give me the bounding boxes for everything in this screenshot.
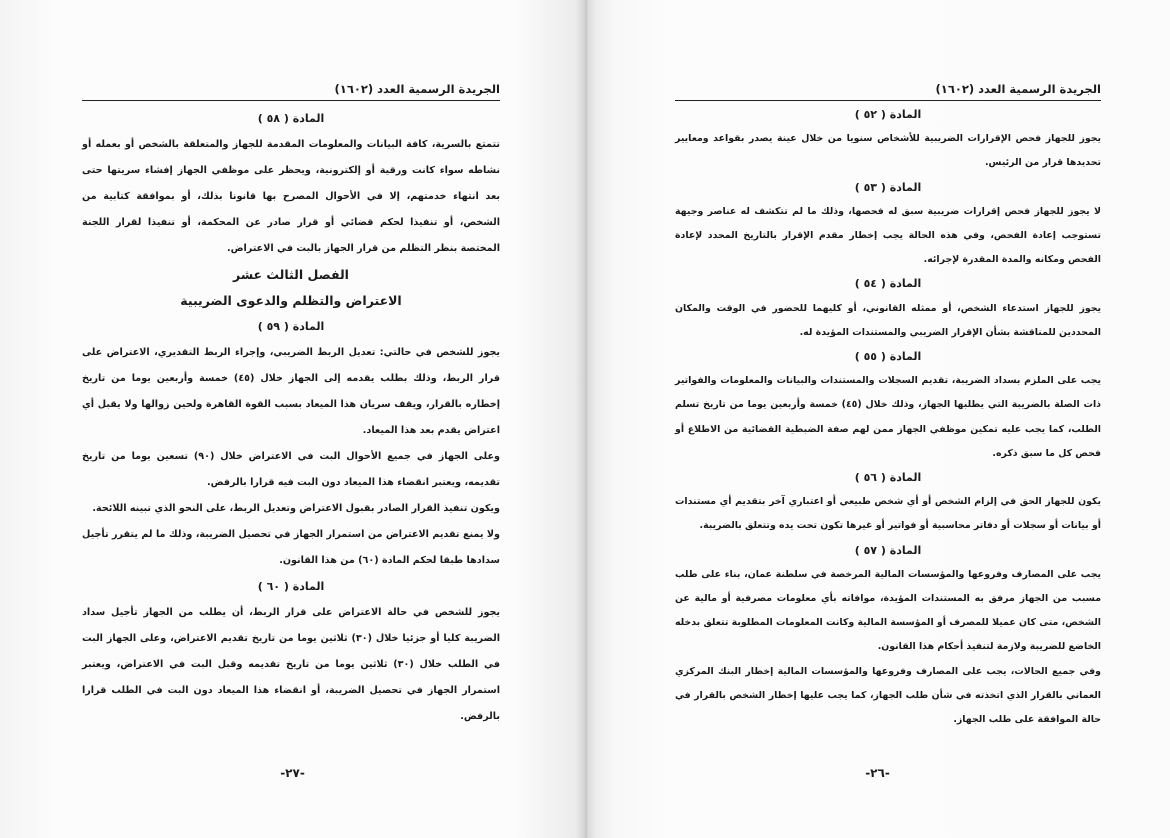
article-title: المادة ( ٥٤ ) bbox=[854, 277, 922, 291]
book-gutter bbox=[576, 0, 596, 838]
article-paragraph: يكون للجهاز الحق في إلزام الشخص أو أي شخص طبيعي أو اعتباري آخر بتقديم أي مستندات أو بيانات أو سجلات أو دفاتر محاسبية أو فواتير أو غيرها تكون تحت يده وتتعلق بالضريبة. bbox=[675, 496, 1101, 532]
article-title: المادة ( ٥٧ ) bbox=[854, 543, 922, 557]
article-paragraph: تتمتع بالسرية، كافة البيانات والمعلومات المقدمة للجهاز والمتعلقة بالشخص أو بعمله أو نشاطه سواء كانت ورقية أو إلكترونية، ويحظر على موظفي الجهاز إفشاء سريتها حتى بعد انتهاء خدمتهم، إلا في الأحوال المصرح بها قانونا بذلك، أو بموافقة كتابية من الشخص، أو تنفيذا لحكم قضائي أو قرار صادر عن المحكمة، أو تنفيذا لقرار اللجنة المختصة بنظر التظلم من قرار الجهاز بالبت في الاعتراض. bbox=[82, 139, 500, 254]
article-paragraph: لا يجوز للجهاز فحص إقرارات ضريبية سبق له فحصها، وذلك ما لم تتكشف له عناصر وجيهة تستوجب إعادة الفحص، وفي هذه الحالة يجب إخطار مقدم الإقرار بالتاريخ المحدد لإعادة الفحص ومكانه والمدة المقدرة لإجرائه. bbox=[675, 205, 1101, 266]
page-number: -٢٧- bbox=[280, 766, 305, 780]
article-paragraph: ويكون تنفيذ القرار الصادر بقبول الاعتراض وتعديل الربط، على النحو الذي تبينه اللائحة. bbox=[92, 503, 500, 514]
page-header: الجريدة الرسمية العدد (١٦٠٢) bbox=[675, 82, 1101, 101]
article-title: المادة ( ٦٠ ) bbox=[257, 580, 325, 593]
article-paragraph: وفي جميع الحالات، يجب على المصارف وفروعها والمؤسسات المالية إخطار البنك المركزي العماني بالقرار الذي اتخذته في شأن طلب الجهاز، كما يجب عليها إخطار الشخص بالقرار في حالة الموافقة على طلب الجهاز. bbox=[675, 665, 1101, 726]
article-paragraph: وعلى الجهاز في جميع الأحوال البت في الاعتراض خلال (٩٠) تسعين يوما من تاريخ تقديمه، ويعتبر انقضاء هذا الميعاد دون البت فيه قرارا بالرفض. bbox=[82, 451, 500, 488]
article-title: المادة ( ٥٦ ) bbox=[854, 471, 922, 485]
article-paragraph: يجب على المصارف وفروعها والمؤسسات المالية المرخصة في سلطنة عمان، بناء على طلب مسبب من الجهاز مرفق به المستندات المؤيدة، موافاته بأي معلومات مصرفية أو مالية عن الشخص، متى كان عميلا للمصرف أو المؤسسة المالية وكانت المعلومات المطلوبة تتعلق بدخله الخاضع للضريبة ولازمة لتنفيذ أحكام هذا القانون. bbox=[674, 568, 1101, 653]
page-header: الجريدة الرسمية العدد (١٦٠٢) bbox=[82, 82, 500, 101]
article-title: المادة ( ٥٨ ) bbox=[257, 112, 325, 125]
article-paragraph: ولا يمنع تقديم الاعتراض من استمرار الجهاز في تحصيل الضريبة، وذلك ما لم يتقرر تأجيل سدادها طبقا لحكم المادة (٦٠) من هذا القانون. bbox=[82, 529, 500, 566]
article-title: المادة ( ٥٥ ) bbox=[854, 350, 922, 364]
chapter-title: الاعتراض والتظلم والدعوى الضريبية bbox=[180, 293, 402, 308]
article-paragraph: يجوز للشخص في حالتي: تعديل الربط الضريبي، وإجراء الربط التقديري، الاعتراض على قرار الربط، وذلك بطلب يقدمه إلى الجهاز خلال (٤٥) خمسة وأربعين يوما من تاريخ إخطاره بالقرار، ويقف سريان هذا الميعاد بسبب القوة القاهرة ولحين زوالها ولا يقبل أي اعتراض يقدم بعد هذا الميعاد. bbox=[82, 347, 500, 436]
right-page bbox=[585, 0, 1170, 838]
article-paragraph: يجوز للشخص في حالة الاعتراض على قرار الربط، أن يطلب من الجهاز تأجيل سداد الضريبة كليا أو جزئيا خلال (٣٠) ثلاثين يوما من تاريخ تقديم الاعتراض، وعلى الجهاز البت في الطلب خلال (٣٠) ثلاثين يوما من تاريخ تقديمه وقبل البت في الاعتراض، ويعتبر استمرار الجهاز في تحصيل الضريبة، أو انقضاء هذا الميعاد دون البت في الطلب قرارا بالرفض. bbox=[82, 607, 500, 722]
article-paragraph: يجب على الملزم بسداد الضريبة، تقديم السجلات والمستندات والبيانات والمعلومات والفواتير ذات الصلة بالضريبة التي يطلبها الجهاز، وذلك خلال (٤٥) خمسة وأربعين يوما من تاريخ تسلم الطلب، كما يجب عليه تمكين موظفي الجهاز ممن لهم صفة الضبطية القضائية من الاطلاع أو فحص كل ما سبق ذكره. bbox=[675, 375, 1101, 459]
article-paragraph: يجوز للجهاز فحص الإقرارات الضريبية للأشخاص سنويا من خلال عينة يصدر بقواعد ومعايير تحديدها قرار من الرئيس. bbox=[675, 133, 1101, 169]
page-content bbox=[82, 106, 500, 730]
chapter-heading: الفصل الثالث عشر bbox=[233, 267, 349, 282]
article-title: المادة ( ٥٢ ) bbox=[854, 108, 922, 121]
article-title: المادة ( ٥٩ ) bbox=[257, 320, 325, 333]
page-number: -٢٦- bbox=[865, 766, 890, 780]
article-title: المادة ( ٥٣ ) bbox=[854, 180, 922, 194]
article-paragraph: يجوز للجهاز استدعاء الشخص، أو ممثله القانوني، أو كليهما للحضور في الوقت والمكان المحددين للمناقشة بشأن الإقرار الضريبي والمستندات المؤيدة له. bbox=[675, 302, 1101, 338]
page-content bbox=[675, 103, 1101, 732]
